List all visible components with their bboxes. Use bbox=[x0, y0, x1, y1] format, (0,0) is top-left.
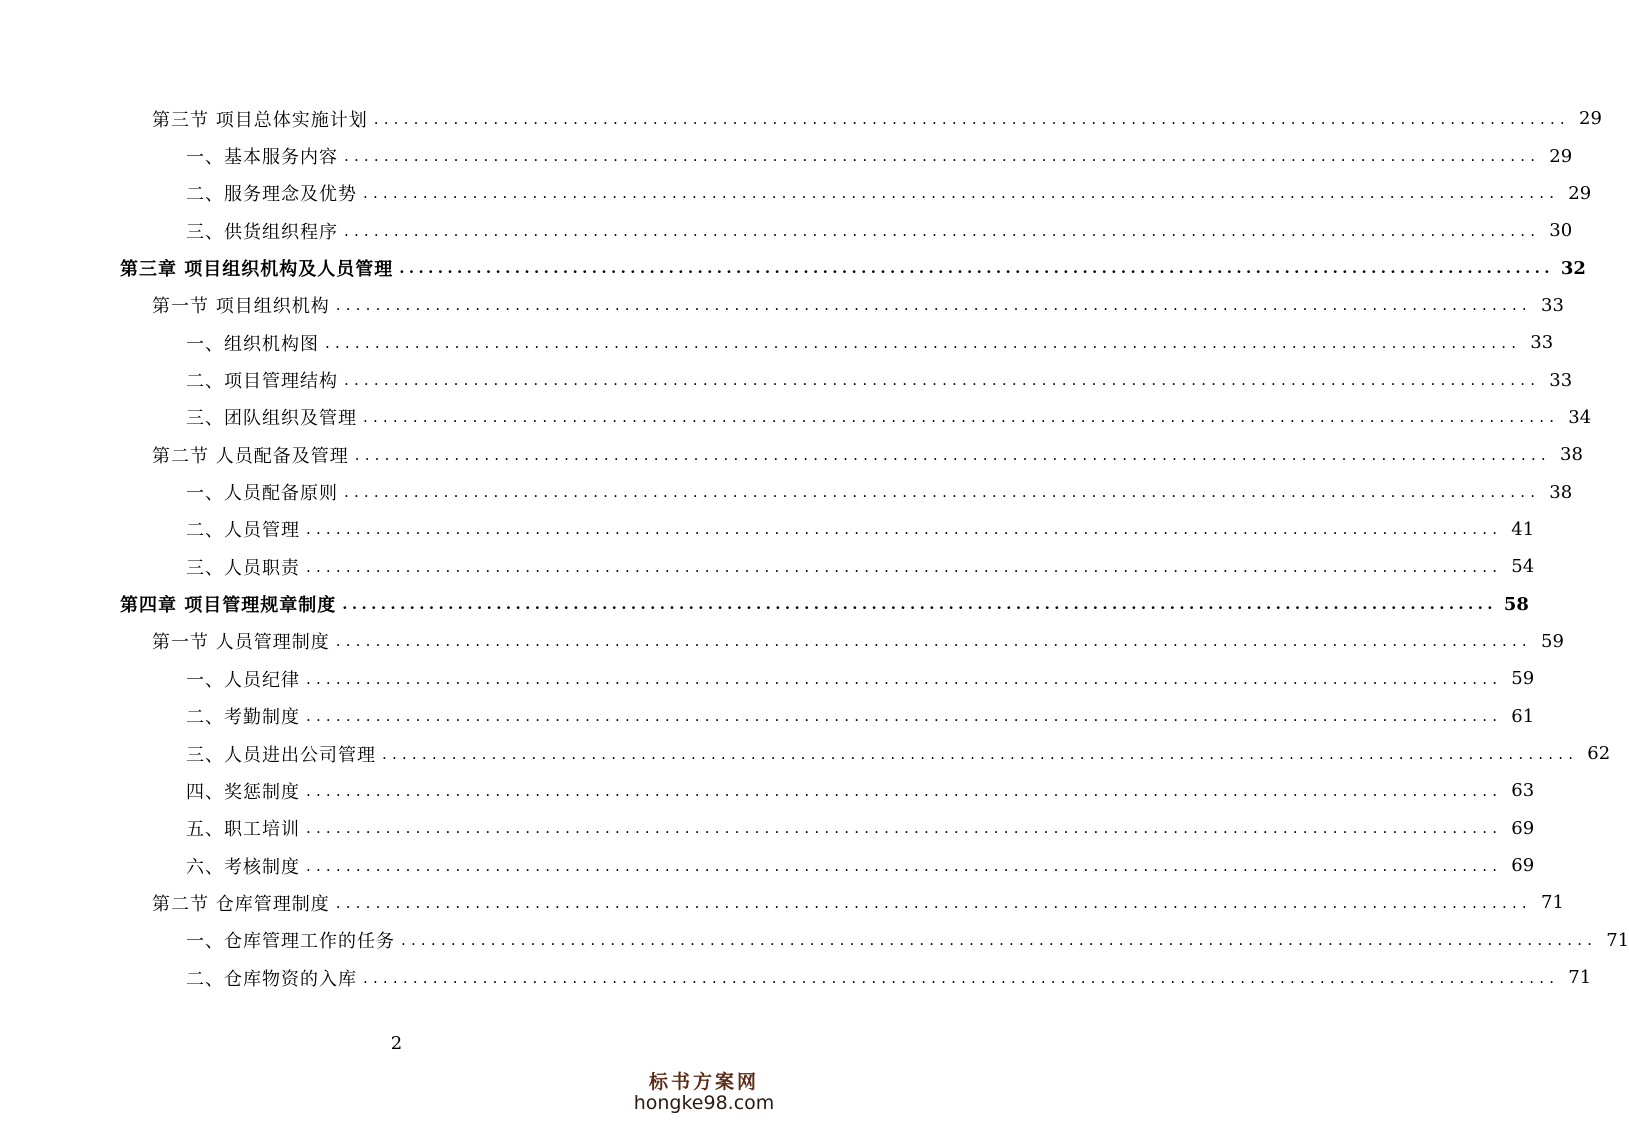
toc-dot-leader: ........................................................................................................................ bbox=[306, 856, 1503, 875]
toc-entry-page-number: 33 bbox=[1549, 369, 1573, 391]
toc-dot-leader: ........................................................................................................................ bbox=[344, 147, 1541, 166]
toc-entry-page-number: 30 bbox=[1549, 220, 1573, 242]
toc-entry-item[interactable] bbox=[0, 361, 1573, 398]
toc-entry-item[interactable] bbox=[0, 959, 1592, 996]
toc-entry-page-number: 29 bbox=[1568, 182, 1592, 204]
page-number: 2 bbox=[390, 1033, 403, 1054]
toc-entry-page-number: 29 bbox=[1579, 108, 1602, 130]
toc-entry-title: 第四章 项目管理规章制度 bbox=[120, 595, 337, 617]
toc-entry-page-number: 71 bbox=[1541, 892, 1564, 914]
toc-entry-title: 二、考勤制度 bbox=[186, 707, 300, 729]
toc-dot-leader: ........................................................................................................................ bbox=[373, 109, 1570, 128]
toc-entry-page-number: 58 bbox=[1503, 593, 1529, 615]
toc-entry-page-number: 33 bbox=[1530, 332, 1554, 354]
toc-entry-page-number: 61 bbox=[1511, 705, 1535, 727]
table-of-contents bbox=[0, 100, 1629, 996]
toc-dot-leader: ........................................................................................................................ bbox=[306, 707, 1503, 726]
toc-entry-item[interactable] bbox=[0, 548, 1535, 585]
toc-entry-item[interactable] bbox=[0, 660, 1535, 697]
toc-entry-title: 二、人员管理 bbox=[186, 520, 300, 542]
watermark-domain-text: hongke98.com bbox=[633, 1092, 775, 1114]
watermark-logo bbox=[629, 1067, 779, 1114]
toc-dot-leader: ........................................................................................................................ bbox=[344, 371, 1541, 390]
toc-entry-title: 五、职工培训 bbox=[186, 819, 300, 841]
toc-dot-leader: ........................................................................................................................ bbox=[335, 893, 1532, 912]
toc-dot-leader: ........................................................................................................................ bbox=[335, 632, 1532, 651]
toc-entry-section[interactable] bbox=[0, 623, 1564, 660]
toc-entry-title: 第一节 项目组织机构 bbox=[152, 296, 330, 318]
toc-entry-section[interactable] bbox=[0, 287, 1564, 324]
toc-dot-leader: ........................................................................................................................ bbox=[306, 669, 1503, 688]
toc-entry-item[interactable] bbox=[0, 847, 1535, 884]
toc-entry-title: 二、仓库物资的入库 bbox=[186, 968, 357, 990]
toc-entry-chapter[interactable] bbox=[0, 249, 1586, 286]
toc-dot-leader: ........................................................................................................................ bbox=[363, 968, 1560, 987]
toc-entry-page-number: 41 bbox=[1511, 518, 1535, 540]
toc-dot-leader: ........................................................................................................................ bbox=[325, 333, 1522, 352]
toc-entry-item[interactable] bbox=[0, 399, 1592, 436]
toc-entry-title: 第三章 项目组织机构及人员管理 bbox=[120, 259, 394, 281]
toc-entry-title: 一、基本服务内容 bbox=[186, 147, 338, 169]
toc-dot-leader: ........................................................................................................................ bbox=[382, 744, 1579, 763]
toc-entry-item[interactable] bbox=[0, 212, 1573, 249]
toc-entry-item[interactable] bbox=[0, 473, 1573, 510]
toc-entry-item[interactable] bbox=[0, 511, 1535, 548]
toc-dot-leader: ........................................................................................................................ bbox=[363, 408, 1560, 427]
toc-entry-item[interactable] bbox=[0, 137, 1573, 174]
toc-entry-title: 三、人员职责 bbox=[186, 557, 300, 579]
toc-dot-leader: ........................................................................................................................ bbox=[344, 483, 1541, 502]
toc-entry-item[interactable] bbox=[0, 175, 1592, 212]
toc-entry-item[interactable] bbox=[0, 772, 1535, 809]
toc-entry-section[interactable] bbox=[0, 884, 1564, 921]
toc-entry-section[interactable] bbox=[0, 100, 1602, 137]
toc-entry-item[interactable] bbox=[0, 324, 1554, 361]
toc-dot-leader: ........................................................................................................................ bbox=[344, 221, 1541, 240]
toc-entry-page-number: 38 bbox=[1549, 481, 1573, 503]
toc-dot-leader: ........................................................................................................................ bbox=[306, 557, 1503, 576]
toc-entry-page-number: 29 bbox=[1549, 145, 1573, 167]
toc-entry-title: 六、考核制度 bbox=[186, 856, 300, 878]
toc-entry-page-number: 71 bbox=[1568, 967, 1592, 989]
toc-dot-leader: ........................................................................................................................ bbox=[354, 445, 1551, 464]
toc-entry-item[interactable] bbox=[0, 810, 1535, 847]
toc-entry-title: 二、服务理念及优势 bbox=[186, 184, 357, 206]
toc-entry-title: 二、项目管理结构 bbox=[186, 371, 338, 393]
toc-entry-title: 一、组织机构图 bbox=[186, 333, 319, 355]
toc-entry-title: 一、仓库管理工作的任务 bbox=[186, 931, 395, 953]
toc-dot-leader: ........................................................................................................................ bbox=[306, 819, 1503, 838]
toc-entry-title: 一、人员配备原则 bbox=[186, 483, 338, 505]
toc-entry-title: 第三节 项目总体实施计划 bbox=[152, 109, 368, 131]
toc-entry-page-number: 59 bbox=[1541, 630, 1564, 652]
toc-entry-title: 第二节 仓库管理制度 bbox=[152, 893, 330, 915]
toc-entry-page-number: 33 bbox=[1541, 294, 1564, 316]
toc-entry-page-number: 63 bbox=[1511, 780, 1535, 802]
toc-entry-section[interactable] bbox=[0, 436, 1583, 473]
toc-entry-page-number: 69 bbox=[1511, 855, 1535, 877]
toc-entry-page-number: 71 bbox=[1606, 929, 1629, 951]
toc-dot-leader: ........................................................................................................................ bbox=[401, 931, 1598, 950]
toc-entry-title: 第一节 人员管理制度 bbox=[152, 632, 330, 654]
toc-entry-item[interactable] bbox=[0, 922, 1629, 959]
toc-entry-page-number: 62 bbox=[1587, 743, 1611, 765]
toc-entry-page-number: 34 bbox=[1568, 406, 1592, 428]
toc-entry-title: 三、供货组织程序 bbox=[186, 221, 338, 243]
toc-dot-leader: ........................................................................................................................ bbox=[306, 520, 1503, 539]
toc-entry-title: 第二节 人员配备及管理 bbox=[152, 445, 349, 467]
toc-dot-leader: ........................................................................................................................ bbox=[306, 781, 1503, 800]
toc-entry-page-number: 59 bbox=[1511, 668, 1535, 690]
toc-dot-leader: ........................................................................................................................ bbox=[342, 595, 1497, 614]
toc-entry-item[interactable] bbox=[0, 735, 1611, 772]
toc-entry-page-number: 38 bbox=[1560, 444, 1583, 466]
toc-dot-leader: ........................................................................................................................ bbox=[335, 296, 1532, 315]
toc-entry-title: 三、团队组织及管理 bbox=[186, 408, 357, 430]
toc-entry-page-number: 69 bbox=[1511, 817, 1535, 839]
toc-entry-title: 三、人员进出公司管理 bbox=[186, 744, 376, 766]
watermark-chinese-text: 标书方案网 bbox=[648, 1071, 759, 1093]
toc-dot-leader: ........................................................................................................................ bbox=[363, 184, 1560, 203]
toc-entry-page-number: 32 bbox=[1560, 257, 1586, 279]
toc-entry-page-number: 54 bbox=[1511, 556, 1535, 578]
toc-entry-title: 四、奖惩制度 bbox=[186, 781, 300, 803]
toc-entry-item[interactable] bbox=[0, 698, 1535, 735]
toc-entry-title: 一、人员纪律 bbox=[186, 669, 300, 691]
toc-entry-chapter[interactable] bbox=[0, 585, 1529, 622]
toc-dot-leader: ........................................................................................................................ bbox=[399, 259, 1554, 278]
